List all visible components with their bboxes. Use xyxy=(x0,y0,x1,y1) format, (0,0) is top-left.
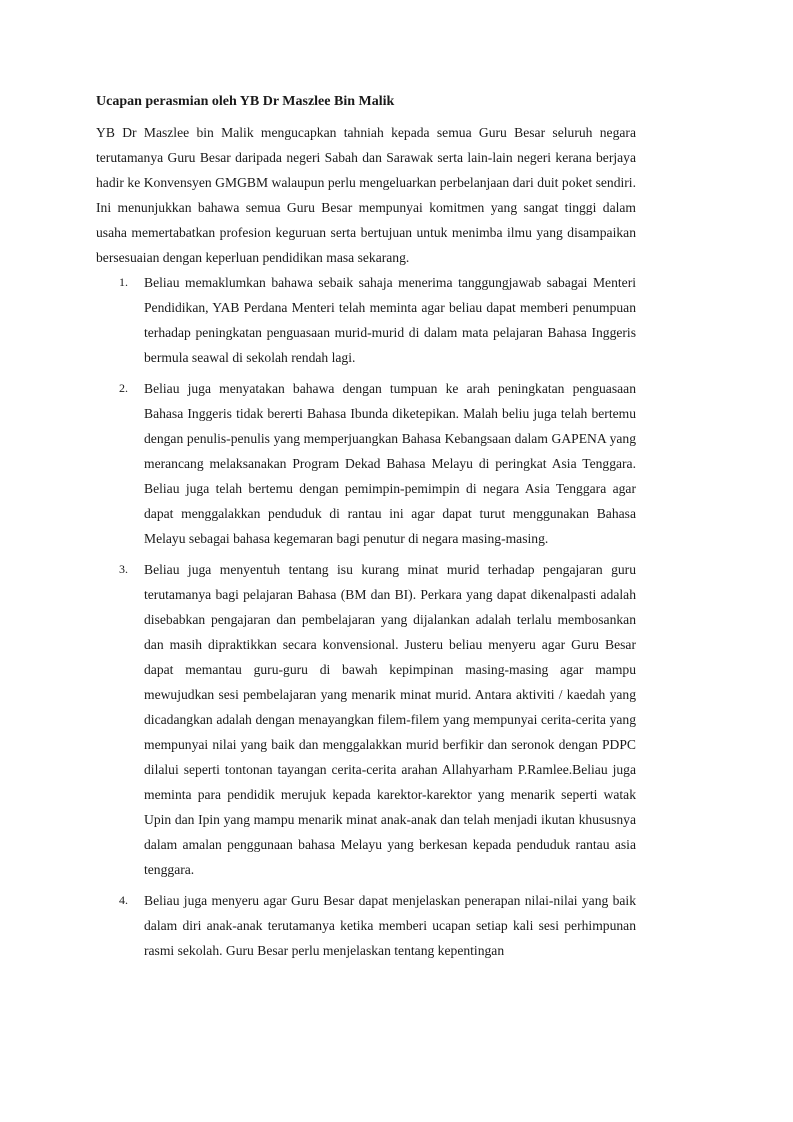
list-item-number: 3. xyxy=(119,562,128,576)
list-item-text: Beliau juga menyeru agar Guru Besar dapat menjelaskan penerapan nilai-nilai yang baik dalam diri anak-anak terutamanya ketika memberi ucapan setiap kali sesi perhimpunan rasmi sekolah. Guru Besar perlu menjelaskan tentang kepentingan xyxy=(144,893,636,958)
list-item xyxy=(96,557,636,882)
list-item-number: 1. xyxy=(119,275,128,289)
list-item-text: Beliau juga menyentuh tentang isu kurang minat murid terhadap pengajaran guru terutamanya bagi pelajaran Bahasa (BM dan BI). Perkara yang dapat dikenalpasti adalah disebabkan pengajaran dan pembelajaran yang dijalankan adalah terlalu membosankan dan masih dipraktikkan secara konvensional. Justeru beliau menyeru agar Guru Besar dapat memantau guru-guru di bawah kepimpinan masing-masing agar mampu mewujudkan sesi pembelajaran yang menarik minat murid. Antara aktiviti / kaedah yang dicadangkan adalah dengan menayangkan filem-filem yang mempunyai cerita-cerita yang mempunyai nilai yang baik dan menggalakkan murid berfikir dan seronok dengan PDPC dilalui seperti tontonan tayangan cerita-cerita arahan Allahyarham P.Ramlee.Beliau juga meminta para pendidik merujuk kepada karektor-karektor yang menarik seperti watak Upin dan Ipin yang mampu menarik minat anak-anak dan telah menjadi ikutan khususnya dalam amalan penggunaan bahasa Melayu yang berkesan kepada penduduk rantau asia tenggara. xyxy=(144,562,636,877)
list-item xyxy=(96,888,636,963)
list-item-number: 2. xyxy=(119,381,128,395)
document-title: Ucapan perasmian oleh YB Dr Maszlee Bin Malik xyxy=(96,94,395,109)
list-item xyxy=(96,376,636,551)
points-list xyxy=(96,270,636,963)
list-item-text: Beliau memaklumkan bahawa sebaik sahaja menerima tanggungjawab sabagai Menteri Pendidikan, YAB Perdana Menteri telah meminta agar beliau dapat memberi penumpuan terhadap peningkatan penguasaan murid-murid di dalam mata pelajaran Bahasa Inggeris bermula seawal di sekolah rendah lagi. xyxy=(144,275,636,365)
document-page xyxy=(96,92,636,969)
list-item-number: 4. xyxy=(119,893,128,907)
list-item-text: Beliau juga menyatakan bahawa dengan tumpuan ke arah peningkatan penguasaan Bahasa Inggeris tidak bererti Bahasa Ibunda diketepikan. Malah beliu juga telah bertemu dengan penulis-penulis yang memperjuangkan Bahasa Kebangsaan dalam GAPENA yang merancang melaksanakan Program Dekad Bahasa Melayu di peringkat Asia Tenggara. Beliau juga telah bertemu dengan pemimpin-pemimpin di negara Asia Tenggara agar dapat menggalakkan penduduk di rantau ini agar dapat turut menggunakan Bahasa Melayu sebagai bahasa kegemaran bagi penutur di negara masing-masing. xyxy=(144,381,636,546)
intro-paragraph: YB Dr Maszlee bin Malik mengucapkan tahniah kepada semua Guru Besar seluruh negara terutamanya Guru Besar daripada negeri Sabah dan Sarawak serta lain-lain negeri kerana berjaya hadir ke Konvensyen GMGBM walaupun perlu mengeluarkan perbelanjaan dari duit poket sendiri. Ini menunjukkan bahawa semua Guru Besar mempunyai komitmen yang sangat tinggi dalam usaha memertabatkan profesion keguruan serta bertujuan untuk menimba ilmu yang disampaikan bersesuaian dengan keperluan pendidikan masa sekarang. xyxy=(96,125,636,265)
list-item xyxy=(96,270,636,370)
